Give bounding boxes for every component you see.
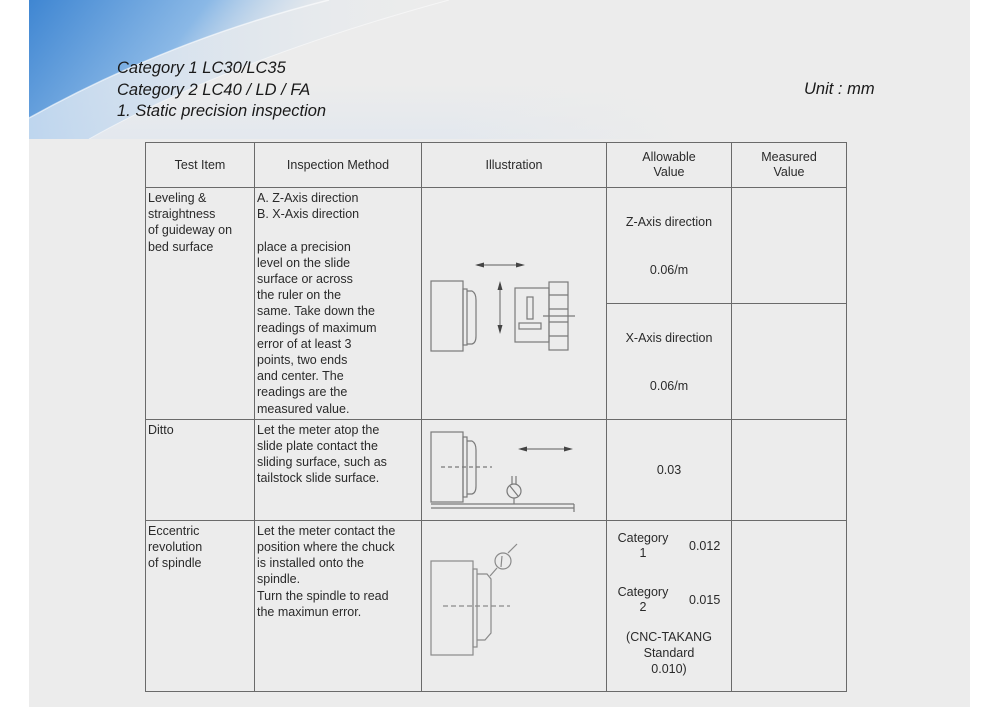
test-item-cell — [146, 188, 255, 420]
method-cell — [255, 520, 422, 691]
measured-value-cell[interactable] — [732, 303, 847, 419]
spindle-runout-diagram — [422, 521, 606, 691]
method-text: Let the meter atop the slide plate contact the sliding surface, such as tailstock slide surface. — [257, 422, 387, 486]
measured-value-cell[interactable] — [732, 188, 847, 304]
category-value: 0.012 — [689, 538, 721, 553]
unit-label: Unit : mm — [804, 80, 875, 98]
category-value: 0.015 — [689, 592, 721, 607]
illustration-cell — [422, 419, 607, 520]
allowable-value: 0.06/m — [649, 378, 689, 393]
allowable-value-cell — [607, 188, 732, 304]
measured-value-cell[interactable] — [732, 520, 847, 691]
header-measured-value: Measured Value — [732, 143, 847, 188]
category-2-line: Category 2 LC40 / LD / FA — [117, 80, 311, 99]
allowable-value: 0.06/m — [649, 263, 689, 277]
header-allowable-value: Allowable Value — [607, 143, 732, 188]
illustration-cell — [422, 520, 607, 691]
table-row — [146, 419, 847, 520]
method-cell — [255, 419, 422, 520]
allowable-direction: Z-Axis direction — [625, 215, 713, 229]
table-row — [146, 188, 847, 304]
allowable-direction: X-Axis direction — [625, 330, 713, 345]
allowable-value: 0.03 — [656, 462, 682, 477]
table-header-row — [146, 143, 847, 188]
allowable-value-cell — [607, 520, 732, 691]
header-test-item: Test Item — [146, 143, 255, 188]
category-1-tolerance — [607, 531, 731, 561]
category-1-line: Category 1 LC30/LC35 — [117, 59, 286, 77]
inspection-table — [145, 142, 847, 692]
method-cell — [255, 188, 422, 420]
test-item-cell — [146, 419, 255, 520]
test-item-text: Leveling & straightness of guideway on bed surface — [148, 191, 233, 254]
measured-value-cell[interactable] — [732, 419, 847, 520]
dial-indicator-slide-diagram — [422, 420, 606, 520]
category-2-tolerance — [607, 585, 731, 615]
test-item-text: Eccentric revolution of spindle — [148, 523, 203, 571]
level-gauge-diagram — [422, 188, 606, 418]
table-row — [146, 520, 847, 691]
allowable-value-cell — [607, 419, 732, 520]
illustration-cell — [422, 188, 607, 420]
section-title: 1. Static precision inspection — [117, 102, 327, 120]
category-label: Category 2 — [617, 584, 669, 614]
header-inspection-method: Inspection Method — [255, 143, 422, 188]
category-label: Category 1 — [617, 530, 669, 560]
slide — [29, 0, 970, 707]
test-item-text: Ditto — [148, 422, 174, 437]
slide-heading — [117, 58, 326, 123]
header-illustration: Illustration — [422, 143, 607, 188]
standard-note: (CNC-TAKANG Standard 0.010) — [626, 629, 712, 676]
allowable-value-cell — [607, 303, 732, 419]
method-text: Let the meter contact the position where the chuck is installed onto the spindle. Turn the spindle to read the maximun error. — [257, 523, 396, 619]
test-item-cell — [146, 520, 255, 691]
method-text: A. Z-Axis direction B. X-Axis direction place a precision level on the slide surface or across the ruler on the same. Take down the readings of maximum error of at least 3 points, two ends and center. The readings are the measured value. — [257, 191, 377, 416]
